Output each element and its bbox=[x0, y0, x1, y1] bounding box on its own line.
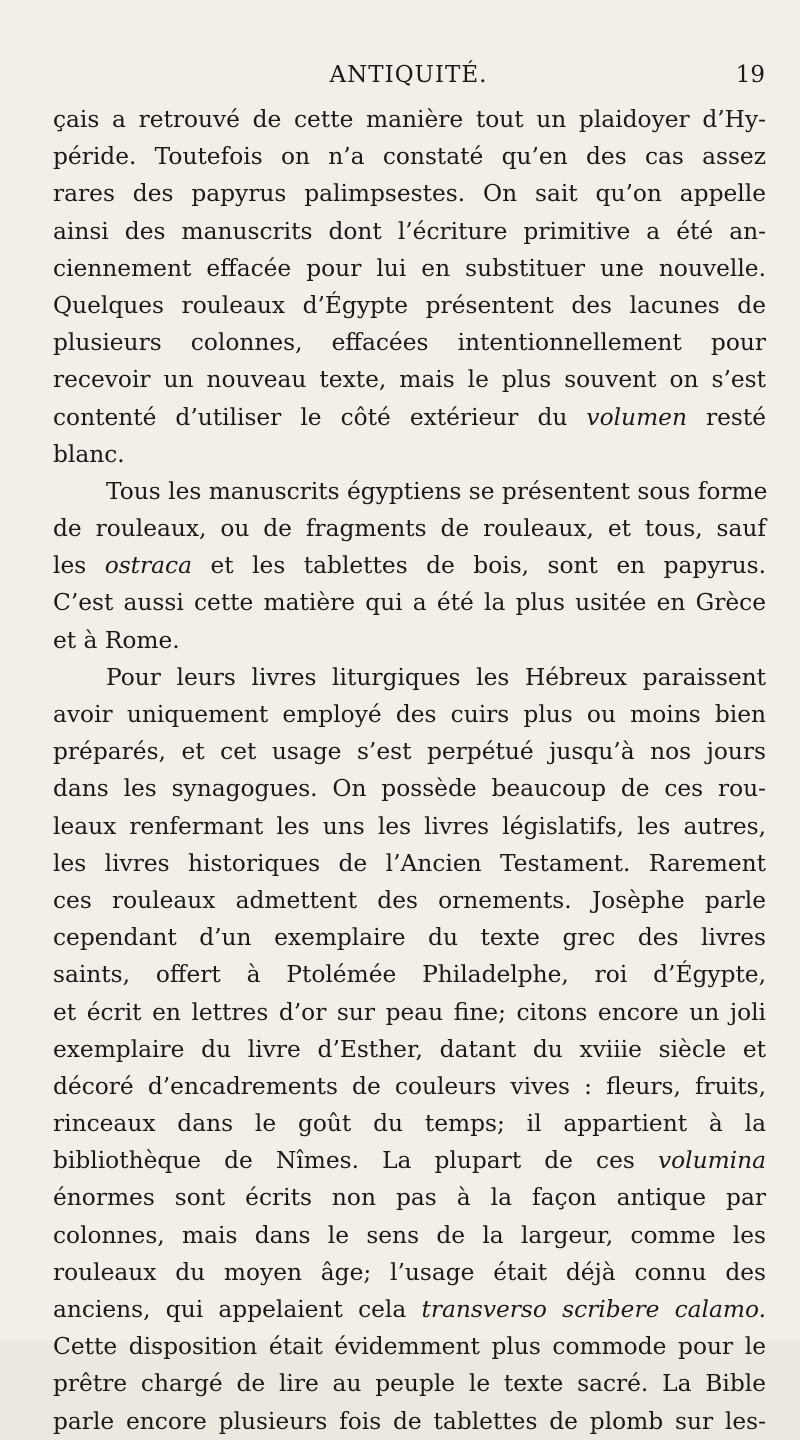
text-line: saints, offert à Ptolémée Philadelphe, roi d’Égypte, bbox=[53, 961, 766, 989]
text-line bbox=[53, 547, 766, 584]
text-line: ces rouleaux admettent des ornements. Josèphe parle bbox=[53, 886, 766, 914]
text-line: de rouleaux, ou de fragments de rouleaux, et tous, sauf bbox=[53, 515, 766, 543]
text-line: dans les synagogues. On possède beaucoup de ces rou- bbox=[53, 775, 766, 803]
text-segment: bibliothèque de Nîmes. La plupart de ces bbox=[53, 1147, 635, 1175]
text-line: énormes sont écrits non pas à la façon antique par bbox=[53, 1184, 766, 1212]
text-line: cependant d’un exemplaire du texte grec des livres bbox=[53, 924, 766, 952]
body-text bbox=[53, 101, 766, 1440]
text-line: péride. Toutefois on n’a constaté qu’en des cas assez bbox=[53, 143, 766, 171]
text-segment: contenté d’utiliser le côté extérieur du bbox=[53, 403, 568, 431]
text-segment: anciens, qui appelaient cela bbox=[53, 1296, 407, 1323]
text-line: ainsi des manuscrits dont l’écriture primitive a été an- bbox=[53, 217, 766, 245]
text-line: décoré d’encadrements de couleurs vives : fleurs, fruits, bbox=[53, 1072, 766, 1100]
text-line: leaux renfermant les uns les livres législatifs, les autres, bbox=[53, 812, 766, 840]
text-line: plusieurs colonnes, effacées intentionnellement pour bbox=[53, 329, 766, 357]
text-line: les livres historiques de l’Ancien Testament. Rarement bbox=[53, 849, 766, 877]
text-line: recevoir un nouveau texte, mais le plus souvent on s’est bbox=[53, 366, 766, 394]
text-line: Tous les manuscrits égyptiens se présentent sous forme bbox=[106, 477, 768, 505]
text-line: rouleaux du moyen âge; l’usage était déjà connu des bbox=[53, 1258, 766, 1286]
text-segment: les bbox=[53, 552, 87, 580]
text-line: et écrit en lettres d’or sur peau fine; citons encore un joli bbox=[53, 998, 766, 1026]
text-line: rinceaux dans le goût du temps; il appartient à la bbox=[53, 1110, 766, 1138]
text-line: C’est aussi cette matière qui a été la plus usitée en Grèce bbox=[53, 589, 766, 617]
running-head: ANTIQUITÉ. bbox=[329, 62, 488, 88]
italic-term: volumen bbox=[586, 403, 687, 431]
text-segment: resté bbox=[705, 403, 767, 431]
text-line: prêtre chargé de lire au peuple le texte sacré. La Bible bbox=[53, 1370, 766, 1398]
text-line bbox=[53, 1291, 766, 1328]
page-header bbox=[52, 62, 765, 98]
text-line: exemplaire du livre d’Esther, datant du xviiie siècle et bbox=[53, 1035, 766, 1063]
text-line: Pour leurs livres liturgiques les Hébreux paraissent bbox=[106, 663, 766, 691]
text-line: colonnes, mais dans le sens de la largeur, comme les bbox=[53, 1221, 766, 1249]
text-line: çais a retrouvé de cette manière tout un plaidoyer d’Hy- bbox=[53, 106, 766, 133]
text-line: blanc. bbox=[53, 440, 125, 468]
text-line: parle encore plusieurs fois de tablettes de plomb sur les- bbox=[53, 1407, 766, 1435]
text-segment: et les tablettes de bois, sont en papyrus. bbox=[210, 552, 767, 580]
text-line: préparés, et cet usage s’est perpétué jusqu’à nos jours bbox=[53, 738, 766, 766]
text-line: et à Rome. bbox=[53, 626, 180, 654]
italic-term: volumina bbox=[657, 1147, 767, 1175]
text-line: Cette disposition était évidemment plus commode pour le bbox=[53, 1333, 766, 1361]
italic-phrase: transverso scribere calamo. bbox=[421, 1296, 766, 1323]
text-line: rares des papyrus palimpsestes. On sait qu’on appelle bbox=[53, 180, 766, 208]
text-line: ciennement effacée pour lui en substituer une nouvelle. bbox=[53, 254, 766, 282]
text-line: avoir uniquement employé des cuirs plus ou moins bien bbox=[53, 701, 766, 728]
page-number: 19 bbox=[735, 62, 765, 88]
text-line: Quelques rouleaux d’Égypte présentent des lacunes de bbox=[53, 291, 766, 319]
text-line bbox=[53, 1142, 766, 1179]
text-line bbox=[53, 399, 766, 436]
italic-term: ostraca bbox=[104, 552, 192, 580]
